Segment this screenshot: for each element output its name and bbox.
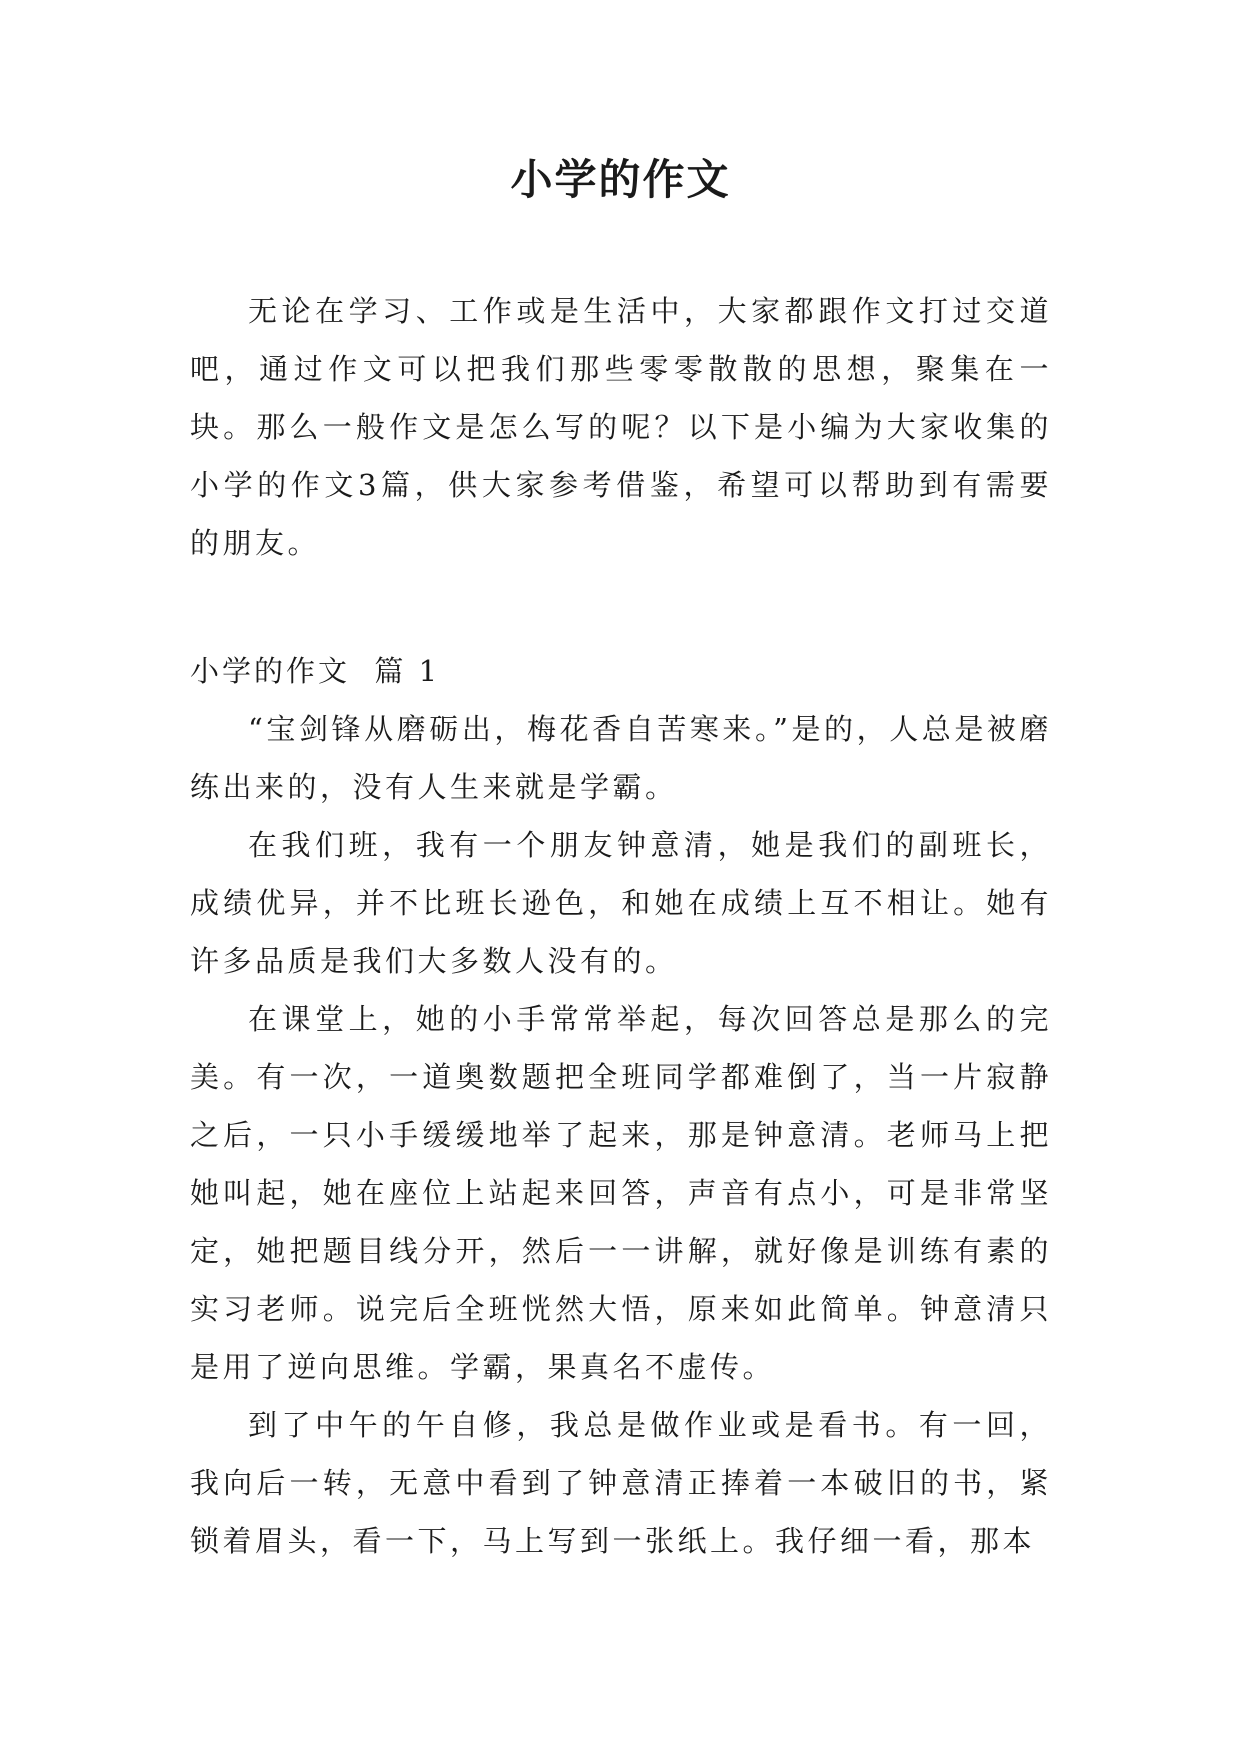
paragraph-3: 在课堂上，她的小手常常举起，每次回答总是那么的完美。有一次，一道奥数题把全班同学都难倒了，当一片寂静之后，一只小手缓缓地举了起来，那是钟意清。老师马上把她叫起，她在座位上站起来回答，声音有点小，可是非常坚定，她把题目线分开，然后一一讲解，就好像是训练有素的实习老师。说完后全班恍然大悟，原来如此简单。钟意清只是用了逆向思维。学霸，果真名不虚传。 [190,1002,1052,1384]
document-body [190,282,1052,1570]
paragraph-4: 到了中午的午自修，我总是做作业或是看书。有一回，我向后一转，无意中看到了钟意清正捧着一本破旧的书，紧锁着眉头，看一下，马上写到一张纸上。我仔细一看，那本 [190,1408,1052,1558]
paragraph-2: 在我们班，我有一个朋友钟意清，她是我们的副班长，成绩优异，并不比班长逊色，和她在成绩上互不相让。她有许多品质是我们大多数人没有的。 [190,828,1052,978]
document-title: 小学的作文 [510,155,731,204]
section-heading: 小学的作文 篇 1 [190,654,441,688]
paragraph-1: “宝剑锋从磨砺出，梅花香自苦寒来。”是的，人总是被磨练出来的，没有人生来就是学霸。 [190,712,1052,804]
intro-paragraph: 无论在学习、工作或是生活中，大家都跟作文打过交道吧，通过作文可以把我们那些零零散散的思想，聚集在一块。那么一般作文是怎么写的呢？以下是小编为大家收集的小学的作文3篇，供大家参考借鉴，希望可以帮助到有需要的朋友。 [190,294,1052,560]
